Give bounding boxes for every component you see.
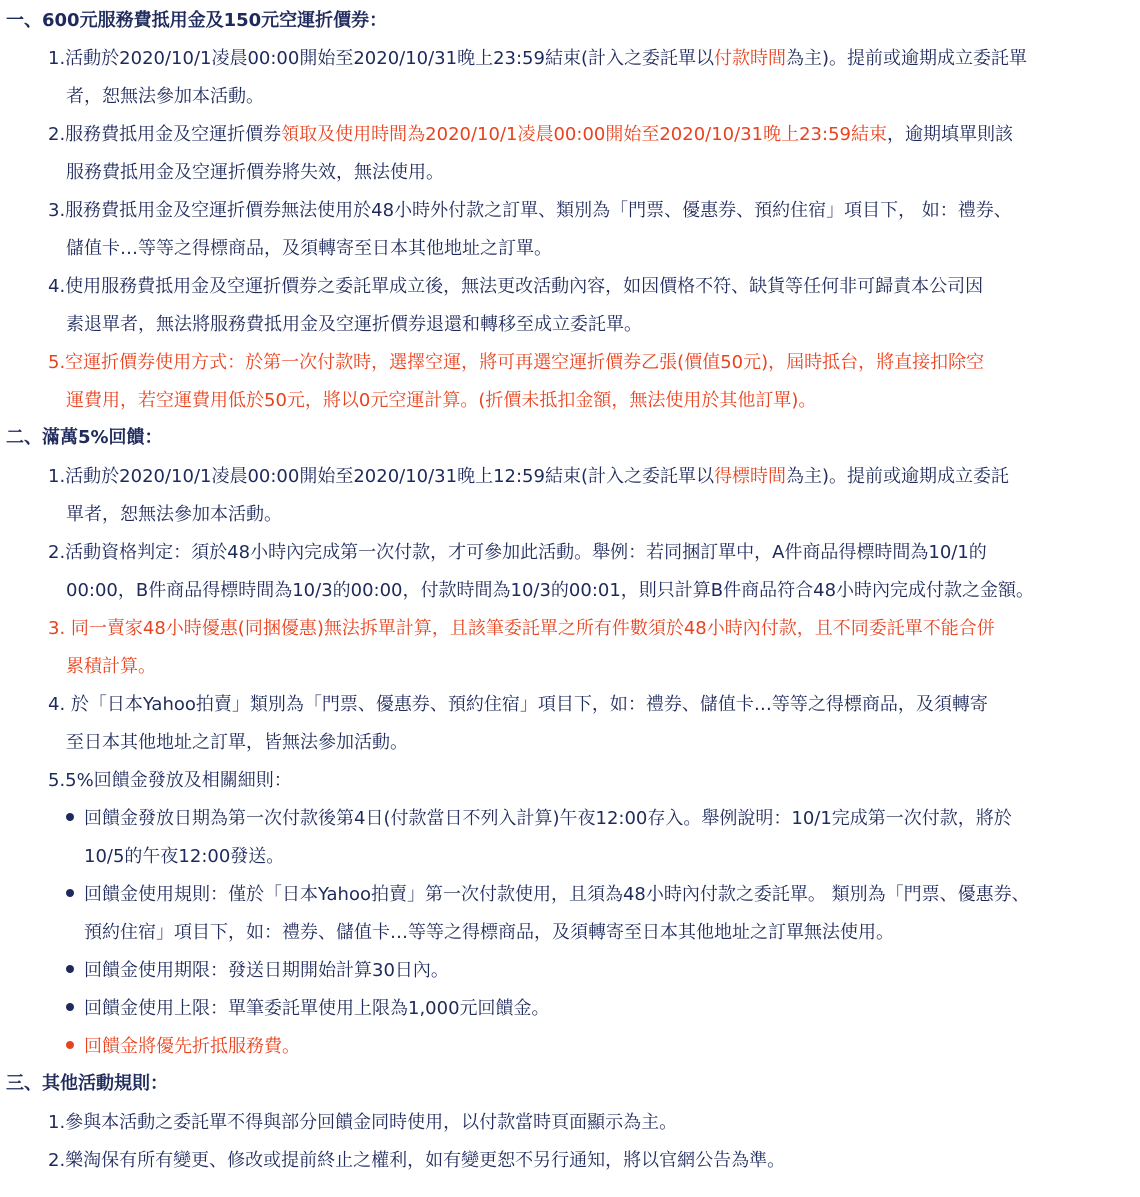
- text-line: [48, 78, 1108, 116]
- section-2-item-2: [48, 534, 1108, 610]
- highlight-text: 付款時間: [713, 48, 786, 69]
- text-segment: 1.活動於2020/10/1凌晨00:00開始至2020/10/31晚上12:59結束(計入之委託單以: [48, 466, 714, 487]
- text-line: [48, 344, 1108, 382]
- text-segment: ，逾期填單則該: [886, 124, 1013, 145]
- highlight-text: 得標時間: [713, 466, 786, 487]
- text-line: [66, 876, 1106, 914]
- text-line: [48, 724, 1108, 762]
- text-line: [48, 686, 1108, 724]
- highlight-text: 5.空運折價券使用方式：於第一次付款時，選擇空運，將可再選空運折價券乙張(價值50元)，屆時抵台，將直接扣除空: [48, 352, 985, 373]
- bullet-dot-icon: [66, 965, 74, 973]
- text-segment: 2.樂淘保有所有變更、修改或提前終止之權利，如有變更恕不另行通知，將以官網公告為準。: [48, 1150, 786, 1171]
- text-line: [48, 534, 1108, 572]
- text-line: [66, 952, 1106, 990]
- text-segment: 至日本其他地址之訂單，皆無法參加活動。: [66, 732, 408, 753]
- text-line: [66, 838, 1106, 876]
- highlight-text: 累積計算。: [66, 656, 156, 677]
- text-segment: 5.5%回饋金發放及相關細則：: [48, 770, 292, 791]
- text-segment: 服務費抵用金及空運折價券將失效，無法使用。: [66, 162, 444, 183]
- highlight-text: 回饋金將優先折抵服務費。: [84, 1036, 300, 1057]
- text-segment: 4.使用服務費抵用金及空運折價券之委託單成立後，無法更改活動內容，如因價格不符、缺貨等任何非可歸責本公司因: [48, 276, 984, 297]
- section-1-item-2: [48, 116, 1108, 192]
- section-2-item-5: [48, 762, 1108, 800]
- text-line: [48, 1142, 1108, 1180]
- bullet-4: [66, 990, 1106, 1028]
- text-segment: 預約住宿」項目下，如：禮券、儲值卡…等等之得標商品，及須轉寄至日本其他地址之訂單無法使用。: [84, 922, 894, 943]
- text-segment: 1.參與本活動之委託單不得與部分回饋金同時使用，以付款當時頁面顯示為主。: [48, 1112, 678, 1133]
- text-segment: 1.活動於2020/10/1凌晨00:00開始至2020/10/31晚上23:59結束(計入之委託單以: [48, 48, 714, 69]
- bullet-dot-icon: [66, 1041, 74, 1049]
- text-line: [48, 40, 1108, 78]
- section-2-title: 二、滿萬5%回饋：: [6, 427, 163, 448]
- section-1-item-4: [48, 268, 1108, 344]
- section-3-title: 三、其他活動規則：: [6, 1073, 168, 1094]
- text-segment: 回饋金使用規則：僅於「日本Yahoo拍賣」第一次付款使用，且須為48小時內付款之委託單。 類別為「門票、優惠券、: [84, 884, 1030, 905]
- text-segment: 為主)。提前或逾期成立委託單: [785, 48, 1028, 69]
- text-line: [48, 762, 1108, 800]
- text-line: [48, 230, 1108, 268]
- section-1-item-3: [48, 192, 1108, 268]
- text-line: [48, 154, 1108, 192]
- section-2-item-1: [48, 458, 1108, 534]
- section-3-item-1: [48, 1104, 1108, 1142]
- text-line: [66, 990, 1106, 1028]
- text-line: [48, 382, 1108, 420]
- section-1-title: 一、600元服務費抵用金及150元空運折價券：: [6, 10, 388, 31]
- text-line: [48, 458, 1108, 496]
- text-segment: 10/5的午夜12:00發送。: [84, 846, 285, 867]
- highlight-text: 領取及使用時間為2020/10/1凌晨00:00開始至2020/10/31晚上23:59結束: [281, 124, 887, 145]
- section-1-item-1: [48, 40, 1108, 116]
- text-line: [48, 572, 1108, 610]
- text-line: [48, 192, 1108, 230]
- highlight-text: 3. 同一賣家48小時優惠(同捆優惠)無法拆單計算，且該筆委託單之所有件數須於48小時內付款，且不同委託單不能合併: [48, 618, 995, 639]
- bullet-2: [66, 876, 1106, 952]
- text-line: [48, 268, 1108, 306]
- text-segment: 2.活動資格判定：須於48小時內完成第一次付款，才可參加此活動。舉例：若同捆訂單中，A件商品得標時間為10/1的: [48, 542, 987, 563]
- text-segment: 回饋金使用期限：發送日期開始計算30日內。: [84, 960, 449, 981]
- text-line: [48, 116, 1108, 154]
- text-segment: 回饋金發放日期為第一次付款後第4日(付款當日不列入計算)午夜12:00存入。舉例說明：10/1完成第一次付款，將於: [84, 808, 1012, 829]
- text-line: [48, 306, 1108, 344]
- bullet-5: [66, 1028, 1106, 1066]
- text-segment: 4. 於「日本Yahoo拍賣」類別為「門票、優惠券、預約住宿」項目下，如：禮券、儲值卡…等等之得標商品，及須轉寄: [48, 694, 988, 715]
- highlight-text: 運費用，若空運費用低於50元，將以0元空運計算。(折價未抵扣金額，無法使用於其他訂單)。: [66, 390, 817, 411]
- text-line: [48, 610, 1108, 648]
- text-line: [66, 914, 1106, 952]
- section-1-item-5: [48, 344, 1108, 420]
- text-segment: 者，恕無法參加本活動。: [66, 86, 264, 107]
- text-segment: 3.服務費抵用金及空運折價券無法使用於48小時外付款之訂單、類別為「門票、優惠券、預約住宿」項目下， 如：禮券、: [48, 200, 1012, 221]
- bullet-dot-icon: [66, 889, 74, 897]
- text-line: [48, 496, 1108, 534]
- text-segment: 為主)。提前或逾期成立委託: [785, 466, 1010, 487]
- text-line: [66, 1028, 1106, 1066]
- section-2-item-4: [48, 686, 1108, 762]
- text-line: [66, 800, 1106, 838]
- bullet-dot-icon: [66, 1003, 74, 1011]
- bullet-3: [66, 952, 1106, 990]
- text-segment: 儲值卡…等等之得標商品，及須轉寄至日本其他地址之訂單。: [66, 238, 552, 259]
- text-line: [48, 648, 1108, 686]
- text-segment: 素退單者，無法將服務費抵用金及空運折價券退還和轉移至成立委託單。: [66, 314, 642, 335]
- text-segment: 2.服務費抵用金及空運折價券: [48, 124, 282, 145]
- text-segment: 單者，恕無法參加本活動。: [66, 504, 282, 525]
- bullet-1: [66, 800, 1106, 876]
- text-segment: 回饋金使用上限：單筆委託單使用上限為1,000元回饋金。: [84, 998, 550, 1019]
- section-2-item-3: [48, 610, 1108, 686]
- bullet-dot-icon: [66, 813, 74, 821]
- text-line: [48, 1104, 1108, 1142]
- text-segment: 00:00，B件商品得標時間為10/3的00:00，付款時間為10/3的00:01，則只計算B件商品符合48小時內完成付款之金額。: [66, 580, 1035, 601]
- section-3-item-2: [48, 1142, 1108, 1180]
